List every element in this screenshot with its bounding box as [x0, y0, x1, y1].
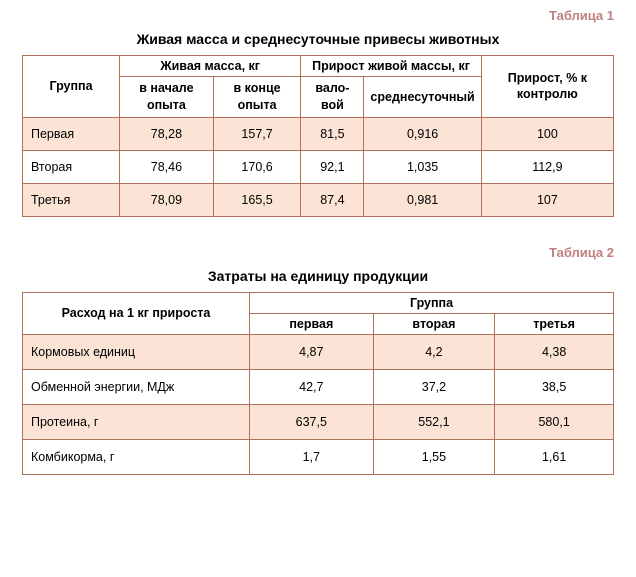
header-live-mass: Живая масса, кг — [120, 56, 301, 77]
cell-pct: 112,9 — [481, 150, 613, 183]
cell-group: Вторая — [23, 150, 120, 183]
table-row — [23, 150, 614, 183]
table1-wrapper — [0, 55, 636, 217]
table-row — [23, 117, 614, 150]
header-group-second: вторая — [373, 313, 495, 334]
cell-value-third: 1,61 — [495, 439, 614, 474]
cell-pct: 100 — [481, 117, 613, 150]
header-group-first: первая — [250, 313, 374, 334]
header-live-mass-start: в начале опыта — [120, 77, 214, 118]
cell-daily: 0,981 — [364, 183, 481, 216]
document-page — [0, 8, 636, 577]
header-gain: Прирост живой массы, кг — [301, 56, 481, 77]
table-costs — [22, 292, 614, 475]
table1-title: Живая масса и среднесуточные привесы животных — [136, 31, 500, 47]
header-expense: Расход на 1 кг прироста — [23, 292, 250, 334]
cell-end: 170,6 — [213, 150, 301, 183]
header-gain-total: вало-вой — [301, 77, 364, 118]
cell-total: 87,4 — [301, 183, 364, 216]
table2-caption: Таблица 2 — [548, 244, 614, 260]
table-header-row — [23, 56, 614, 77]
cell-label: Комбикорма, г — [23, 439, 250, 474]
table-row — [23, 404, 614, 439]
table1-caption: Таблица 1 — [548, 8, 614, 23]
cell-start: 78,28 — [120, 117, 214, 150]
header-group: Группа — [23, 56, 120, 118]
cell-daily: 1,035 — [364, 150, 481, 183]
cell-group: Третья — [23, 183, 120, 216]
table-live-mass — [22, 55, 614, 217]
cell-value-first: 4,87 — [250, 334, 374, 369]
cell-value-third: 38,5 — [495, 369, 614, 404]
table2-title: Затраты на единицу продукции — [207, 267, 429, 284]
header-growth-pct: Прирост, % к контролю — [481, 56, 613, 118]
table2-wrapper — [0, 292, 636, 475]
cell-start: 78,46 — [120, 150, 214, 183]
cell-value-second: 4,2 — [373, 334, 495, 369]
cell-label: Обменной энергии, МДж — [23, 369, 250, 404]
table-row — [23, 183, 614, 216]
cell-value-first: 1,7 — [250, 439, 374, 474]
cell-daily: 0,916 — [364, 117, 481, 150]
header-gain-daily: среднесуточный — [364, 77, 481, 118]
table-row — [23, 439, 614, 474]
cell-value-first: 637,5 — [250, 404, 374, 439]
cell-label: Кормовых единиц — [23, 334, 250, 369]
cell-start: 78,09 — [120, 183, 214, 216]
cell-total: 92,1 — [301, 150, 364, 183]
table-row — [23, 369, 614, 404]
cell-end: 157,7 — [213, 117, 301, 150]
cell-total: 81,5 — [301, 117, 364, 150]
cell-value-third: 4,38 — [495, 334, 614, 369]
cell-end: 165,5 — [213, 183, 301, 216]
header-group-third: третья — [495, 313, 614, 334]
cell-value-second: 1,55 — [373, 439, 495, 474]
header-group: Группа — [250, 292, 614, 313]
cell-label: Протеина, г — [23, 404, 250, 439]
cell-value-first: 42,7 — [250, 369, 374, 404]
table-header-row — [23, 292, 614, 313]
header-live-mass-end: в конце опыта — [213, 77, 301, 118]
cell-value-second: 552,1 — [373, 404, 495, 439]
table-row — [23, 334, 614, 369]
cell-value-third: 580,1 — [495, 404, 614, 439]
cell-value-second: 37,2 — [373, 369, 495, 404]
cell-group: Первая — [23, 117, 120, 150]
cell-pct: 107 — [481, 183, 613, 216]
